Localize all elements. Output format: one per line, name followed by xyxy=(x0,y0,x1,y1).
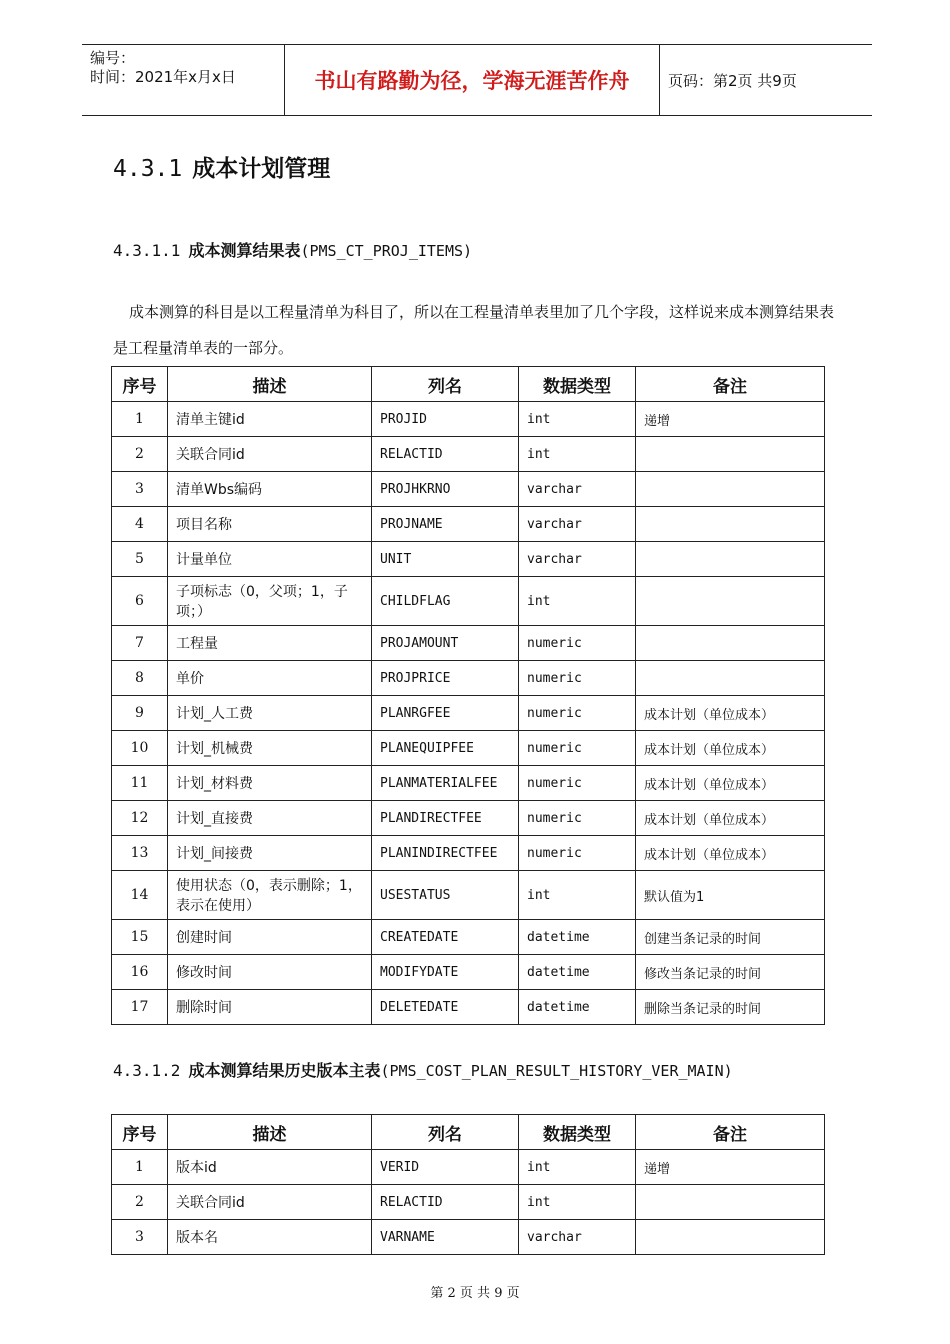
column-header: 数据类型 xyxy=(519,1115,636,1150)
row-note xyxy=(636,472,825,507)
table-row xyxy=(112,661,825,696)
row-data-type: int xyxy=(519,1150,636,1185)
row-note xyxy=(636,661,825,696)
row-number: 3 xyxy=(112,1220,168,1255)
row-note: 成本计划（单位成本） xyxy=(636,731,825,766)
row-description: 删除时间 xyxy=(168,990,372,1025)
header-page-info: 页码：第2页 共9页 xyxy=(668,71,797,90)
header-left xyxy=(82,45,284,115)
table-row xyxy=(112,801,825,836)
row-number: 3 xyxy=(112,472,168,507)
row-description: 关联合同id xyxy=(168,437,372,472)
column-header: 序号 xyxy=(112,367,168,402)
row-data-type: numeric xyxy=(519,801,636,836)
row-column-name: CHILDFLAG xyxy=(372,577,519,626)
table-row xyxy=(112,1220,825,1255)
row-data-type: datetime xyxy=(519,920,636,955)
row-column-name: RELACTID xyxy=(372,437,519,472)
row-number: 9 xyxy=(112,696,168,731)
table-row xyxy=(112,1150,825,1185)
row-number: 11 xyxy=(112,766,168,801)
row-note xyxy=(636,542,825,577)
header-motto: 书山有路勤为径，学海无涯苦作舟 xyxy=(284,45,660,115)
row-column-name: PLANINDIRECTFEE xyxy=(372,836,519,871)
row-column-name: PLANMATERIALFEE xyxy=(372,766,519,801)
row-number: 4 xyxy=(112,507,168,542)
row-column-name: PROJPRICE xyxy=(372,661,519,696)
table-row xyxy=(112,955,825,990)
subsection-table-name-1: (PMS_CT_PROJ_ITEMS) xyxy=(300,242,473,260)
row-number: 2 xyxy=(112,1185,168,1220)
column-header: 列名 xyxy=(372,1115,519,1150)
row-data-type: numeric xyxy=(519,836,636,871)
table-row xyxy=(112,577,825,626)
row-description: 工程量 xyxy=(168,626,372,661)
row-note: 成本计划（单位成本） xyxy=(636,696,825,731)
row-data-type: numeric xyxy=(519,766,636,801)
table-row xyxy=(112,696,825,731)
row-data-type: int xyxy=(519,871,636,920)
row-number: 2 xyxy=(112,437,168,472)
row-data-type: int xyxy=(519,402,636,437)
subsection-number-2: 4.3.1.2 xyxy=(113,1061,181,1080)
row-column-name: VERID xyxy=(372,1150,519,1185)
row-description: 计划_间接费 xyxy=(168,836,372,871)
column-header: 列名 xyxy=(372,367,519,402)
row-description: 修改时间 xyxy=(168,955,372,990)
row-column-name: PROJHKRNO xyxy=(372,472,519,507)
subsection-table-name-2: (PMS_COST_PLAN_RESULT_HISTORY_VER_MAIN) xyxy=(380,1062,733,1080)
row-column-name: PROJID xyxy=(372,402,519,437)
row-data-type: varchar xyxy=(519,542,636,577)
row-description: 创建时间 xyxy=(168,920,372,955)
code-label: 编号： xyxy=(90,49,136,67)
row-data-type: numeric xyxy=(519,731,636,766)
row-description: 清单Wbs编码 xyxy=(168,472,372,507)
table-header-row xyxy=(112,367,825,402)
table-header-row xyxy=(112,1115,825,1150)
section-heading xyxy=(113,150,330,183)
row-note: 递增 xyxy=(636,1150,825,1185)
row-note: 递增 xyxy=(636,402,825,437)
table-row xyxy=(112,1185,825,1220)
row-note: 默认值为1 xyxy=(636,871,825,920)
row-note: 成本计划（单位成本） xyxy=(636,801,825,836)
row-description: 子项标志（0，父项；1，子项；） xyxy=(168,577,372,626)
subsection-heading-2 xyxy=(113,1058,733,1081)
table-row xyxy=(112,731,825,766)
table-row xyxy=(112,990,825,1025)
row-column-name: DELETEDATE xyxy=(372,990,519,1025)
row-column-name: PLANDIRECTFEE xyxy=(372,801,519,836)
row-number: 1 xyxy=(112,1150,168,1185)
row-description: 关联合同id xyxy=(168,1185,372,1220)
intro-paragraph: 成本测算的科目是以工程量清单为科目了，所以在工程量清单表里加了几个字段，这样说来成本测算结果表是工程量清单表的一部分。 xyxy=(113,303,835,357)
subsection-heading-1 xyxy=(113,238,472,261)
row-number: 6 xyxy=(112,577,168,626)
row-note: 删除当条记录的时间 xyxy=(636,990,825,1025)
row-description: 版本名 xyxy=(168,1220,372,1255)
row-column-name: RELACTID xyxy=(372,1185,519,1220)
row-data-type: numeric xyxy=(519,661,636,696)
row-description: 清单主键id xyxy=(168,402,372,437)
table-row xyxy=(112,626,825,661)
table-row xyxy=(112,766,825,801)
row-note: 创建当条记录的时间 xyxy=(636,920,825,955)
row-data-type: int xyxy=(519,577,636,626)
row-number: 14 xyxy=(112,871,168,920)
row-note xyxy=(636,507,825,542)
column-header: 数据类型 xyxy=(519,367,636,402)
row-number: 12 xyxy=(112,801,168,836)
row-data-type: varchar xyxy=(519,507,636,542)
table-history-version xyxy=(111,1114,825,1255)
row-note xyxy=(636,577,825,626)
row-data-type: varchar xyxy=(519,472,636,507)
row-data-type: datetime xyxy=(519,955,636,990)
column-header: 序号 xyxy=(112,1115,168,1150)
page-footer: 第 2 页 共 9 页 xyxy=(430,1286,520,1301)
row-column-name: UNIT xyxy=(372,542,519,577)
section-title: 成本计划管理 xyxy=(192,156,331,182)
row-number: 7 xyxy=(112,626,168,661)
row-column-name: PROJNAME xyxy=(372,507,519,542)
row-description: 计划_直接费 xyxy=(168,801,372,836)
row-data-type: numeric xyxy=(519,626,636,661)
column-header: 备注 xyxy=(636,367,825,402)
table-row xyxy=(112,402,825,437)
table-row xyxy=(112,542,825,577)
table-row xyxy=(112,920,825,955)
row-note xyxy=(636,1220,825,1255)
row-description: 计划_人工费 xyxy=(168,696,372,731)
time-label: 时间：2021年x月x日 xyxy=(90,68,236,86)
table-row xyxy=(112,836,825,871)
row-column-name: USESTATUS xyxy=(372,871,519,920)
row-number: 10 xyxy=(112,731,168,766)
row-note: 成本计划（单位成本） xyxy=(636,766,825,801)
row-number: 17 xyxy=(112,990,168,1025)
row-description: 计划_机械费 xyxy=(168,731,372,766)
row-description: 项目名称 xyxy=(168,507,372,542)
column-header: 描述 xyxy=(168,1115,372,1150)
table-row xyxy=(112,472,825,507)
row-number: 8 xyxy=(112,661,168,696)
section-number: 4.3.1 xyxy=(113,156,183,182)
row-number: 5 xyxy=(112,542,168,577)
table-row xyxy=(112,871,825,920)
row-data-type: int xyxy=(519,1185,636,1220)
row-description: 单价 xyxy=(168,661,372,696)
row-number: 1 xyxy=(112,402,168,437)
row-data-type: numeric xyxy=(519,696,636,731)
subsection-title-1: 成本测算结果表 xyxy=(188,241,301,260)
row-note: 成本计划（单位成本） xyxy=(636,836,825,871)
row-column-name: MODIFYDATE xyxy=(372,955,519,990)
row-note xyxy=(636,626,825,661)
row-note xyxy=(636,437,825,472)
table-row xyxy=(112,437,825,472)
subsection-title-2: 成本测算结果历史版本主表 xyxy=(188,1061,381,1080)
row-number: 13 xyxy=(112,836,168,871)
row-column-name: PLANRGFEE xyxy=(372,696,519,731)
row-column-name: VARNAME xyxy=(372,1220,519,1255)
row-number: 16 xyxy=(112,955,168,990)
row-description: 使用状态（0，表示删除；1，表示在使用） xyxy=(168,871,372,920)
column-header: 备注 xyxy=(636,1115,825,1150)
row-data-type: datetime xyxy=(519,990,636,1025)
row-note xyxy=(636,1185,825,1220)
page-header xyxy=(82,44,872,116)
row-description: 计划_材料费 xyxy=(168,766,372,801)
row-data-type: varchar xyxy=(519,1220,636,1255)
row-number: 15 xyxy=(112,920,168,955)
row-column-name: CREATEDATE xyxy=(372,920,519,955)
row-data-type: int xyxy=(519,437,636,472)
row-note: 修改当条记录的时间 xyxy=(636,955,825,990)
row-description: 版本id xyxy=(168,1150,372,1185)
subsection-number-1: 4.3.1.1 xyxy=(113,241,181,260)
row-column-name: PLANEQUIPFEE xyxy=(372,731,519,766)
table-row xyxy=(112,507,825,542)
column-header: 描述 xyxy=(168,367,372,402)
row-description: 计量单位 xyxy=(168,542,372,577)
row-column-name: PROJAMOUNT xyxy=(372,626,519,661)
table-cost-result xyxy=(111,366,825,1025)
